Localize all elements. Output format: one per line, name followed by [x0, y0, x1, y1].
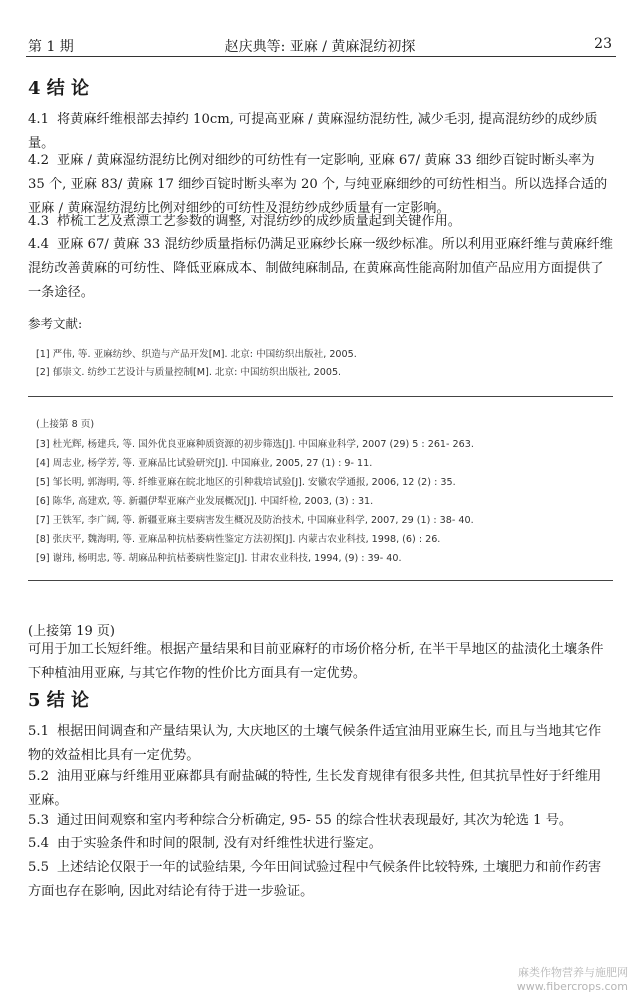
- continued-from-page-19: (上接第 19 页): [28, 624, 115, 639]
- reference-item: [2] 郁崇文. 纺纱工艺设计与质量控制[M]. 北京: 中国纺织出版社, 2005.: [36, 367, 342, 378]
- para-num: 5.1: [28, 724, 49, 739]
- para-num: 4.2: [28, 153, 49, 168]
- watermark-line-1: 麻类作物营养与施肥网: [518, 966, 628, 979]
- reference-item: [6] 陈华, 高建欢, 等. 新疆伊犁亚麻产业发展概况[J]. 中国纤检, 2003, (3) : 31.: [36, 496, 374, 507]
- running-title: 赵庆典等: 亚麻 / 黄麻混纺初探: [224, 39, 416, 55]
- para-num: 5.3: [28, 813, 49, 828]
- para-text: 通过田间观察和室内考种综合分析确定, 95- 55 的综合性状表现最好, 其次为轮选 1 号。: [56, 813, 573, 828]
- reference-item: [1] 严伟, 等. 亚麻纺纱、织造与产品开发[M]. 北京: 中国纺织出版社, 2005.: [36, 349, 357, 360]
- section-4-heading: 4 结 论: [28, 78, 90, 99]
- para-5-4: [28, 832, 613, 856]
- para-num: 4.1: [28, 112, 49, 127]
- para-text: 上述结论仅限于一年的试验结果, 今年田间试验过程中气候条件比较特殊, 土壤肥力和前作药害方面也存在影响, 因此对结论有待于进一步验证。: [28, 860, 602, 899]
- para-text: 根据田间调查和产量结果认为, 大庆地区的土壤气候条件适宜油用亚麻生长, 而且与当地其它作物的效益相比具有一定优势。: [28, 724, 602, 763]
- para-num: 5.2: [28, 769, 49, 784]
- para-4-3: [28, 210, 613, 234]
- reference-item: [3] 杜光辉, 杨建兵, 等. 国外优良亚麻种质资源的初步筛选[J]. 中国麻业科学, 2007 (29) 5 : 261- 263.: [36, 439, 474, 450]
- reference-item: [5] 邹长明, 郭海明, 等. 纤维亚麻在皖北地区的引种栽培试验[J]. 安徽农学通报, 2006, 12 (2) : 35.: [36, 477, 456, 488]
- divider: [28, 396, 613, 397]
- para-text: 栉梳工艺及煮漂工艺参数的调整, 对混纺纱的成纱质量起到关键作用。: [56, 214, 461, 229]
- para-5-2: [28, 765, 613, 813]
- para-text: 油用亚麻与纤维用亚麻都具有耐盐碱的特性, 生长发育规律有很多共性, 但其抗旱性好于纤维用亚麻。: [28, 769, 602, 808]
- divider: [28, 580, 613, 581]
- para-num: 4.4: [28, 237, 49, 252]
- para-4-4: [28, 233, 613, 305]
- para-5-5: [28, 856, 613, 904]
- reference-item: [8] 张庆平, 魏海明, 等. 亚麻品种抗枯萎病性鉴定方法初探[J]. 内蒙古农业科技, 1998, (6) : 26.: [36, 534, 441, 545]
- intro-paragraph: 可用于加工长短纤维。根据产量结果和目前亚麻籽的市场价格分析, 在半干旱地区的盐渍化土壤条件下种植油用亚麻, 与其它作物的性价比方面具有一定优势。: [28, 642, 604, 681]
- continued-from-page-8: (上接第 8 页): [36, 419, 95, 430]
- para-text: 将黄麻纤维根部去掉约 10cm, 可提高亚麻 / 黄麻湿纺混纺性, 减少毛羽, 提高混纺纱的成纱质量。: [28, 112, 598, 151]
- para-5-1: [28, 720, 613, 768]
- para-num: 5.5: [28, 860, 49, 875]
- para-num: 4.3: [28, 214, 49, 229]
- para-text: 亚麻 67/ 黄麻 33 混纺纱质量指标仍满足亚麻纱长麻一级纱标准。所以利用亚麻纤维与黄麻纤维混纺改善黄麻的可纺性、降低亚麻成本、制做纯麻制品, 在黄麻高性能高附加值产品应用方面提供了一条途径。: [28, 237, 613, 300]
- page-number: 23: [594, 36, 612, 52]
- reference-item: [9] 谢玮, 杨明忠, 等. 胡麻品种抗枯萎病性鉴定[J]. 甘肃农业科技, 1994, (9) : 39- 40.: [36, 553, 402, 564]
- para-text: 由于实验条件和时间的限制, 没有对纤维性状进行鉴定。: [56, 836, 382, 851]
- para-text: 亚麻 / 黄麻湿纺混纺比例对细纱的可纺性有一定影响, 亚麻 67/ 黄麻 33 细纱百锭时断头率为 35 个, 亚麻 83/ 黄麻 17 细纱百锭时断头率为 20 个, 与纯亚麻细纱的可纺性相当。所以选择合适的亚麻 / 黄麻湿纺混纺比例对细纱的可纺性及混纺纱成纱质量有一定影响。: [28, 153, 608, 216]
- para-5-3: [28, 809, 613, 833]
- reference-item: [4] 周志业, 杨学芳, 等. 亚麻品比试验研究[J]. 中国麻业, 2005, 27 (1) : 9- 11.: [36, 458, 373, 469]
- references-label: 参考文献:: [28, 316, 83, 331]
- para-num: 5.4: [28, 836, 49, 851]
- section-5-heading: 5 结 论: [28, 690, 90, 711]
- site-watermark: [517, 966, 628, 994]
- reference-item: [7] 王铁军, 李广阔, 等. 新疆亚麻主要病害发生概况及防治技术, 中国麻业科学, 2007, 29 (1) : 38- 40.: [36, 515, 474, 526]
- header-rule: [26, 56, 616, 57]
- issue-number: 第 1 期: [28, 39, 74, 55]
- watermark-line-2: www.fibercrops.com: [516, 980, 628, 993]
